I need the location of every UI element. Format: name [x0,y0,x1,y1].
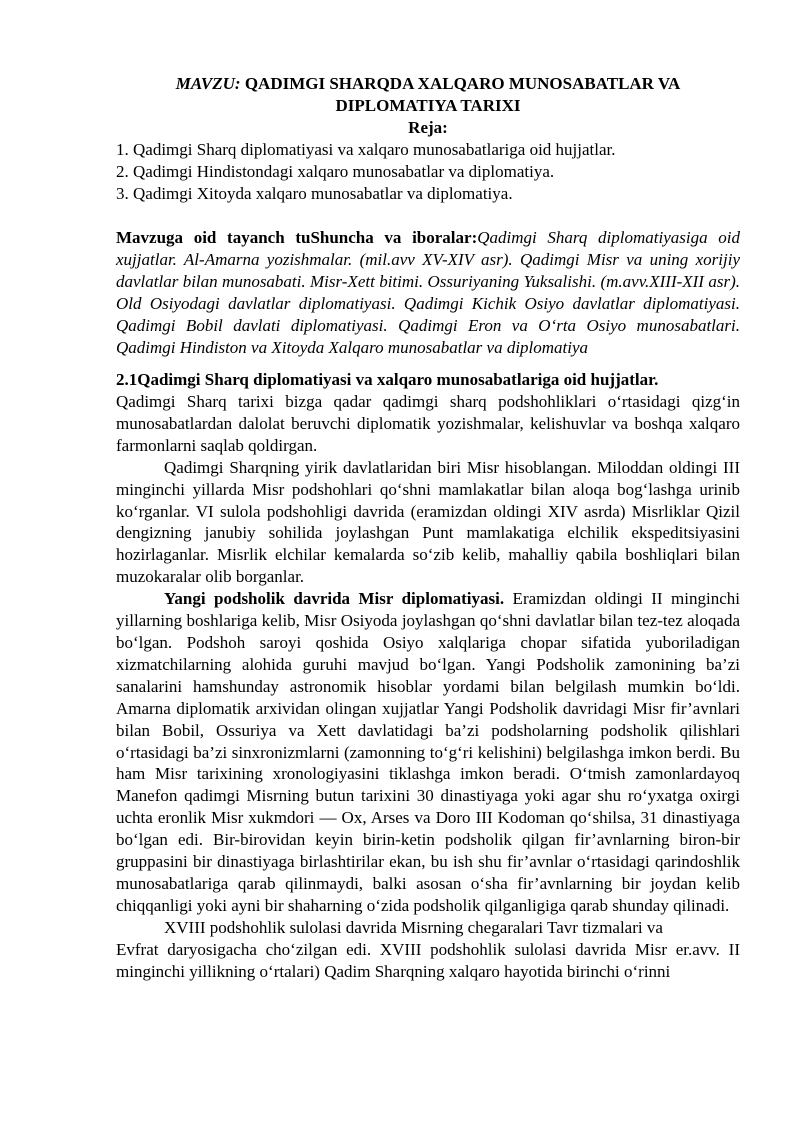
body-paragraph-3 [116,588,740,917]
keywords-text: Qadimgi Sharq diplomatiyasiga oid xujjatlar. Al-Amarna yozishmalar. (mil.avv XV-XIV asr). Qadimgi Misr va uning xorijiy davlatlar bilan munosabati. Misr-Xett bitimi. Ossuriyaning Yuksalishi. (m.avv.XIII-XII asr). Old Osiyodagi davlatlar diplomatiyasi. Qadimgi Kichik Osiyo davlatlar diplomatiyasi. Qadimgi Bobil davlati diplomatiyasi. Qadimgi Eron va O‘rta Osiyo munosabatlari. Qadimgi Hindiston va Xitoyda Xalqaro munosabatlar va diplomatiya [116,228,740,357]
keywords-paragraph [116,227,740,359]
page-title [116,73,740,117]
document-content [116,73,740,982]
body-paragraph-4-line1: XVIII podshohlik sulolasi davrida Misrning chegaralari Tavr tizmalari va [164,917,663,937]
keywords-label: Mavzuga oid tayanch tuShuncha va iboralar: [116,228,478,247]
plan-heading: Reja: [408,118,448,137]
section-heading: 2.1Qadimgi Sharq diplomatiyasi va xalqaro munosabatlariga oid hujjatlar. [116,370,659,389]
body-paragraph-3-text: Eramizdan oldingi II minginchi yillarning boshlariga kelib, Misr Osiyoda joylashgan qo‘shni davlatlar bilan tez-tez aloqada bo‘lgan. Podshoh saroyi qoshida Osiyo xalqlariga chopar sifatida yuboriladigan xizmatchilarning alohida guruhi mavjud bo‘lgan. Yangi Podsholik zamonining ba’zi sanalarini hamshunday astronomik hisoblar yordami bilan belgilash mumkin bo‘ldi. Amarna diplomatik arxividan olingan xujjatlar Yangi Podsholik davridagi Misr fir’avnlari bilan Bobil, Ossuriya va Xett davlatidagi ba’zi podsholarning podsholik qilishlari o‘rtasidagi ba’zi sinxronizmlarni (zamonning to‘g‘ri kelishini) belgilashga imkon berdi. Bu ham Misr tarixining xronologiyasini tiklashga imkon beradi. O‘tmish zamonlardayoq Manefon qadimgi Misrning butun tarixini 30 dinastiyaga yoki agar shu ro‘yxatga oxirgi uchta eronlik Misr xukmdori — Ox, Arses va Doro III Kodoman qo‘shilsa, 31 dinastiyaga bo‘lgan edi. Bir-birovidan keyin birin-ketin podsholik qilgan fir’avnlarning biron-bir gruppasini bir dinastiyaga birlashtirilar ekan, bu ish shu fir’avnlar o‘rtasidagi qarindoshlik munosabatlariga qarab qilinmaydi, balki asosan o‘sha fir’avnlarning bir joydan kelib chiqqanligi yoki ayni bir shaharning o‘zida podsholik qilganligiga qarab shunday qilinadi. [116,589,740,915]
plan-list [116,139,740,205]
plan-item: 1. Qadimgi Sharq diplomatiyasi va xalqaro munosabatlariga oid hujjatlar. [116,140,616,159]
title-text: QADIMGI SHARQDA XALQARO MUNOSABATLAR VA DIPLOMATIYA TARIXI [240,74,681,115]
subsection-heading: Yangi podsholik davrida Misr diplomatiyasi. [164,589,505,609]
title-prefix: MAVZU: [175,74,241,93]
plan-item: 3. Qadimgi Xitoyda xalqaro munosabatlar va diplomatiya. [116,184,513,203]
body-paragraph-4-rest: Evfrat daryosigacha cho‘zilgan edi. XVIII podshohlik sulolasi davrida Misr er.avv. II minginchi yillikning o‘rtalari) Qadim Sharqning xalqaro hayotida birinchi o‘rinni [116,939,740,981]
body-paragraph-2: Qadimgi Sharqning yirik davlatlaridan biri Misr hisoblangan. Miloddan oldingi III minginchi yillarda Misr podshohlari qo‘shni mamlakatlar bilan aloqa bog‘lashga urinib ko‘rganlar. VI sulola podshohligi davrida (eramizdan oldingi XIV asrda) Misrliklar Qizil dengizning janubiy sohilida joylashgan Punt mamlakatiga elchilik ekspeditsiyasini hozirlaganlar. Misrlik elchilar kemalarda so‘zib kelib, mahalliy qabila boshliqlari bilan muzokaralar olib borganlar. [116,457,740,587]
body-paragraph-1: Qadimgi Sharq tarixi bizga qadar qadimgi sharq podshohliklari o‘rtasidagi qizg‘in munosabatlardan dalolat beruvchi diplomatik yozishmalar, kelishuvlar va boshqa xalqaro farmonlarni saqlab qoldirgan. [116,392,740,455]
plan-item: 2. Qadimgi Hindistondagi xalqaro munosabatlar va diplomatiya. [116,162,555,181]
